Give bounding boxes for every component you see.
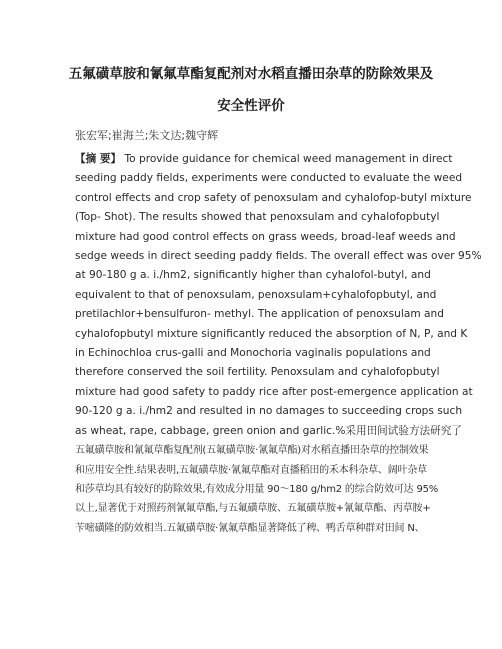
abstract-line: equivalent to that of penoxsulam, penoxsulam+cyhalofopbutyl, and	[75, 288, 437, 301]
abstract-line: sedge weeds in direct seeding paddy fields. The overall effect was over 95%	[75, 250, 482, 263]
abstract-line: 苄嘧磺隆的防效相当.五氟磺草胺·氰氟草酯显著降低了稗、鸭舌草种群对田间 N、	[75, 522, 425, 534]
paper-title-line-2: 安全性评价	[217, 98, 285, 114]
abstract-line: mixture had good control effects on grass weeds, broad-leaf weeds and	[75, 230, 456, 243]
abstract-line: (Top- Shot). The results showed that penoxsulam and cyhalofopbutyl	[75, 211, 440, 224]
abstract-line: 和应用安全性.结果表明,五氟磺草胺·氰氟草酯对直播稻田的禾本科杂草、阔叶杂草	[75, 464, 427, 476]
abstract-line: mixture had good safety to paddy rice after post-emergence application at	[75, 385, 473, 398]
abstract-line: pretilachlor+bensulfuron- methyl. The application of penoxsulam and	[75, 308, 444, 321]
abstract-line: seeding paddy fields, experiments were conducted to evaluate the weed	[75, 172, 463, 185]
abstract-line-text: To provide guidance for chemical weed management in direct	[124, 153, 453, 165]
abstract-line	[75, 150, 453, 169]
author-list: 张宏军;崔海兰;朱文达;魏守辉	[75, 129, 219, 142]
abstract-label: 【摘 要】	[75, 153, 122, 165]
abstract-line: 和莎草均具有较好的防除效果,有效成分用量 90～180 g/hm2 的综合防效可达 95%	[75, 483, 439, 495]
abstract-line: 以上,显著优于对照药剂氰氟草酯,与五氟磺草胺、五氟磺草胺+氰氟草酯、丙草胺+	[75, 503, 431, 515]
paper-title-line-1: 五氟磺草胺和氰氟草酯复配剂对水稻直播田杂草的防除效果及	[68, 66, 434, 82]
abstract	[75, 150, 482, 538]
abstract-line: 90-120 g a. i./hm2 and resulted in no damages to succeeding crops such	[75, 405, 463, 418]
abstract-line: cyhalofopbutyl mixture significantly reduced the absorption of N, P, and K	[75, 327, 468, 340]
abstract-line: control effects and crop safety of penoxsulam and cyhalofop-butyl mixture	[75, 191, 472, 204]
abstract-line: therefore conserved the soil fertility. Penoxsulam and cyhalofopbutyl	[75, 366, 440, 379]
abstract-line: as wheat, rape, cabbage, green onion and garlic.%采用田间试验方法研究了	[75, 424, 462, 437]
abstract-line: at 90-180 g a. i./hm2, significantly higher than cyhalofol-butyl, and	[75, 269, 431, 282]
abstract-line: 五氟磺草胺和氰氟草酯复配剂(五氟磺草胺·氰氟草酯)对水稻直播田杂草的控制效果	[75, 445, 429, 457]
abstract-line: in Echinochloa crus-galli and Monochoria vaginalis populations and	[75, 347, 431, 360]
